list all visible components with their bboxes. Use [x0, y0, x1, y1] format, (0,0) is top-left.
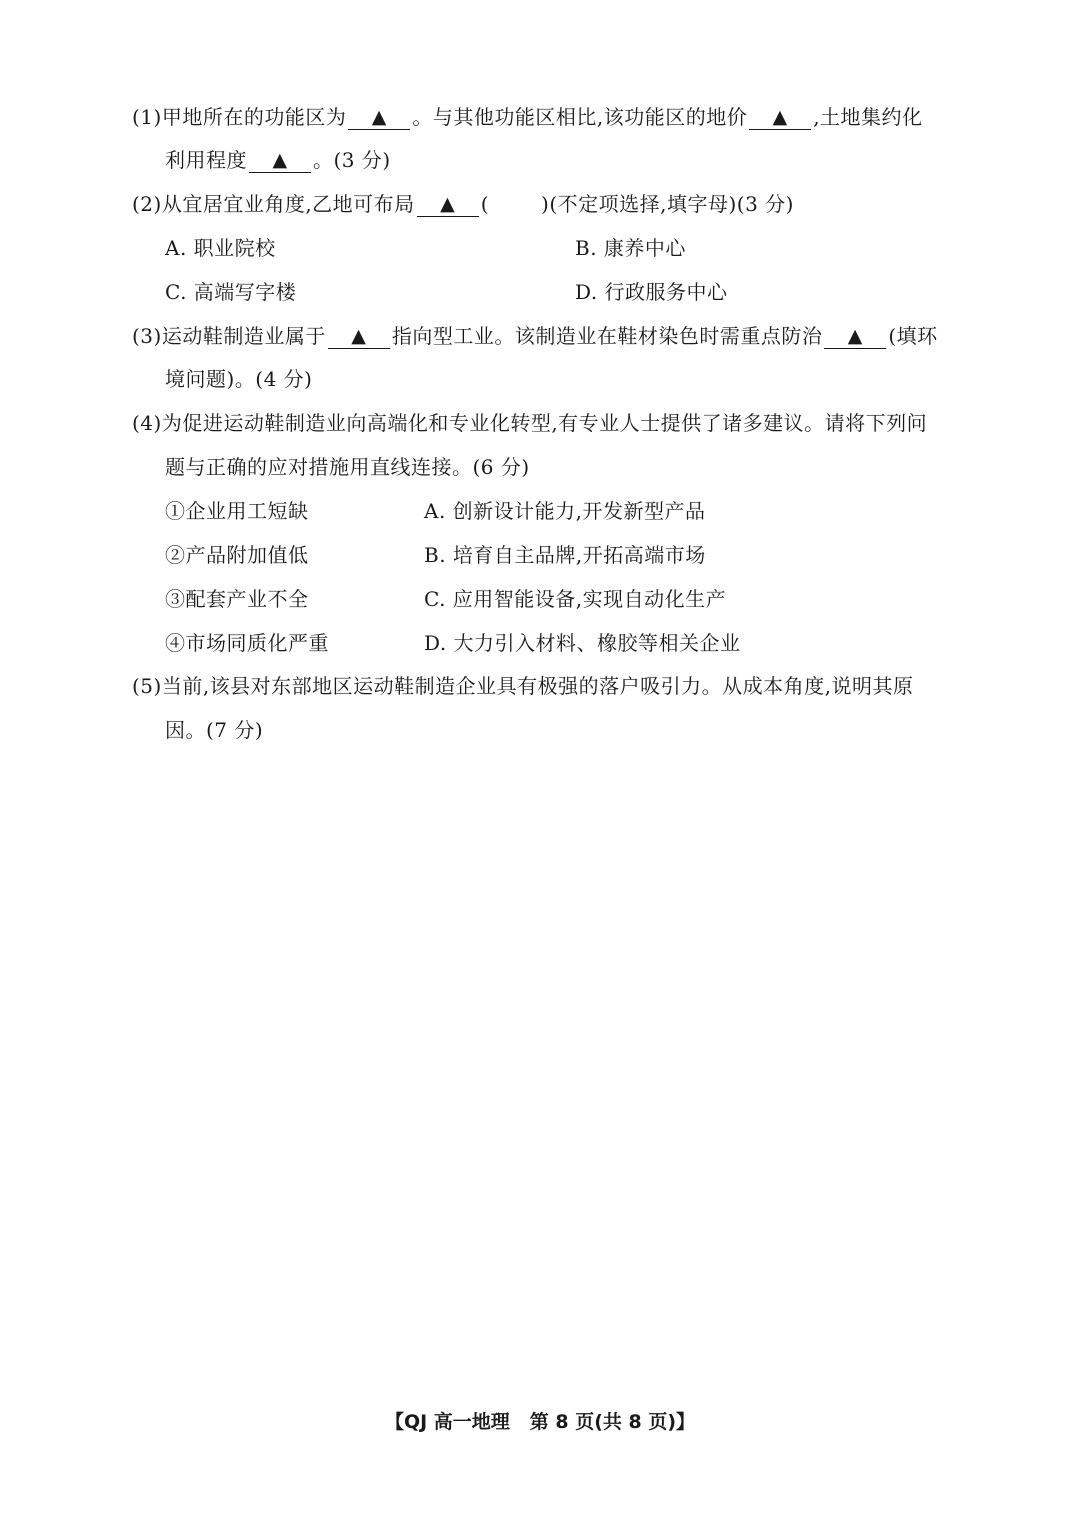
triangle-icon: ▲ [847, 325, 863, 347]
question-1-line-2 [165, 146, 391, 174]
question-3-line-2: 境问题)。(4 分) [165, 367, 313, 391]
answer-blank-5 [328, 325, 390, 349]
question-3-text-c: (填环 [888, 324, 938, 348]
problem-2: ②产品附加值低 [165, 543, 309, 567]
question-5-line-2: 因。(7 分) [165, 718, 264, 742]
measure-a: A. 创新设计能力,开发新型产品 [424, 499, 706, 523]
option-a: A. 职业院校 [165, 236, 276, 260]
problem-4: ④市场同质化严重 [165, 631, 329, 655]
page-footer [0, 1408, 1080, 1436]
answer-blank-4 [417, 193, 479, 217]
problem-1: ①企业用工短缺 [165, 499, 309, 523]
option-c: C. 高端写字楼 [165, 280, 297, 304]
triangle-icon: ▲ [351, 325, 367, 347]
measure-b: B. 培育自主品牌,开拓高端市场 [424, 543, 706, 567]
question-1-text-a: (1)甲地所在的功能区为 [132, 105, 347, 129]
triangle-icon: ▲ [772, 106, 788, 128]
question-3-text-a: (3)运动鞋制造业属于 [132, 324, 326, 348]
answer-blank-6 [824, 325, 886, 349]
triangle-icon: ▲ [440, 193, 456, 215]
question-1-line-1 [132, 103, 923, 131]
question-1-text-c: ,土地集约化 [813, 105, 923, 129]
triangle-icon: ▲ [371, 106, 387, 128]
triangle-icon: ▲ [272, 149, 288, 171]
question-3-line-1 [132, 322, 938, 350]
paren-close: ) [541, 192, 550, 216]
footer-subject: 【QJ 高一地理 [384, 1411, 510, 1433]
question-1-text-d: 利用程度 [165, 148, 247, 172]
answer-blank-2 [749, 106, 811, 130]
question-4-line-1: (4)为促进运动鞋制造业向高端化和专业化转型,有专业人士提供了诸多建议。请将下列问 [132, 411, 928, 435]
answer-blank-3 [249, 149, 311, 173]
question-4-line-2: 题与正确的应对措施用直线连接。(6 分) [165, 455, 530, 479]
question-1-text-b: 。与其他功能区相比,该功能区的地价 [412, 105, 748, 129]
question-5-line-1: (5)当前,该县对东部地区运动鞋制造企业具有极强的落户吸引力。从成本角度,说明其原 [132, 674, 914, 698]
footer-page-number: 第 8 页(共 8 页)】 [529, 1411, 696, 1433]
question-2-stem [132, 190, 794, 218]
measure-d: D. 大力引入材料、橡胶等相关企业 [424, 631, 741, 655]
option-d: D. 行政服务中心 [575, 280, 728, 304]
measure-c: C. 应用智能设备,实现自动化生产 [424, 587, 727, 611]
answer-blank-1 [348, 106, 410, 130]
option-b: B. 康养中心 [575, 236, 686, 260]
question-3-text-b: 指向型工业。该制造业在鞋材染色时需重点防治 [391, 324, 823, 348]
question-2-text-b: (不定项选择,填字母)(3 分) [549, 192, 794, 216]
problem-3: ③配套产业不全 [165, 587, 309, 611]
question-2-text-a: (2)从宜居宜业角度,乙地可布局 [132, 192, 415, 216]
question-1-text-e: 。(3 分) [313, 148, 391, 172]
paren-open: ( [480, 192, 489, 216]
